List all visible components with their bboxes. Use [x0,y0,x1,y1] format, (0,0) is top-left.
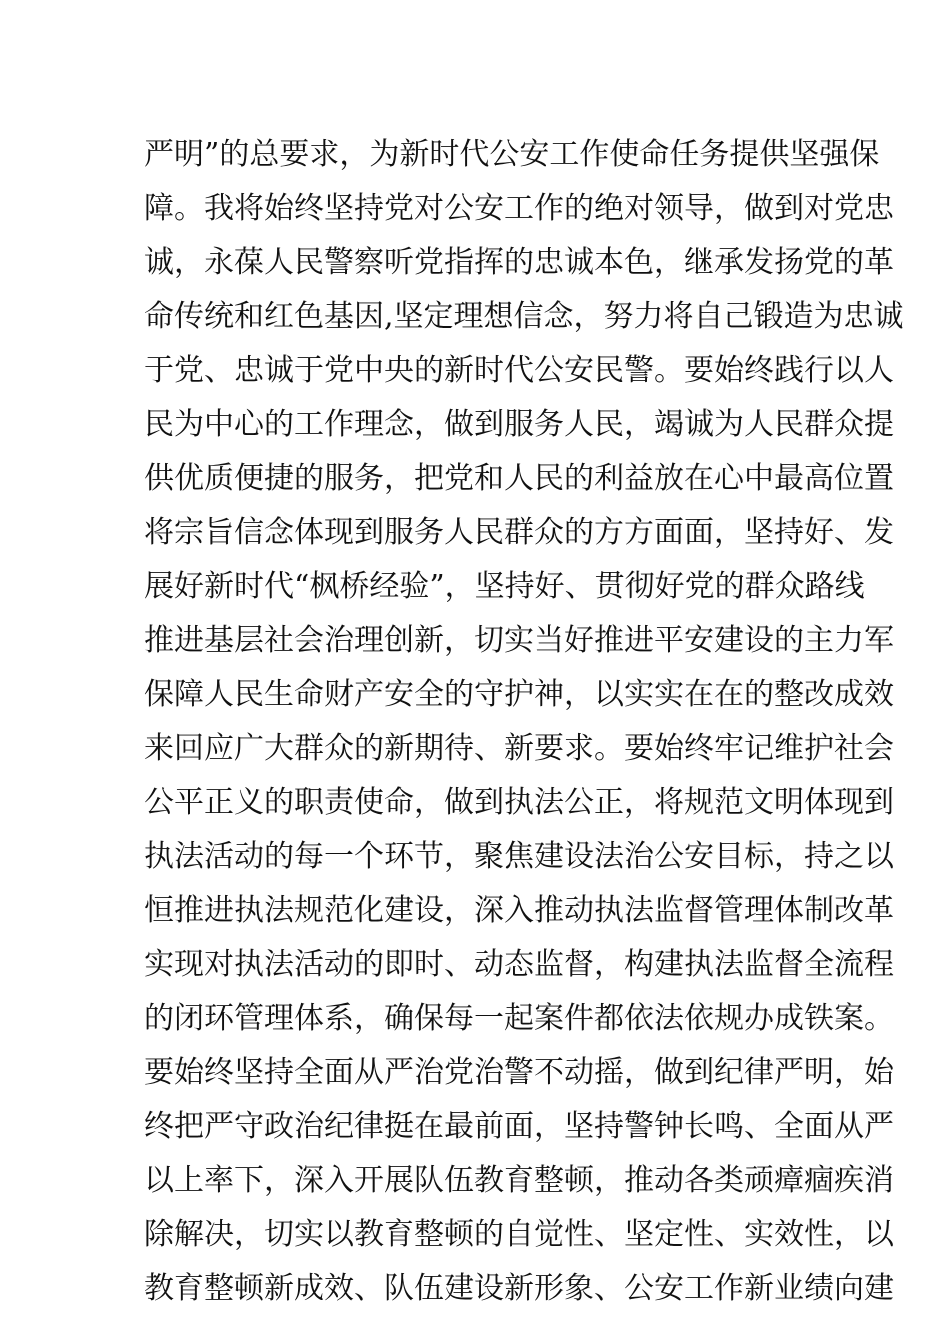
text-line: 实现对执法活动的即时、动态监督，构建执法监督全流程 [144,947,894,982]
text-line: 严明”的总要求，为新时代公安工作使命任务提供坚强保 [144,137,880,172]
body-paragraph [144,128,904,1316]
text-line: 的闭环管理体系，确保每一起案件都依法依规办成铁案。 [144,1001,894,1036]
text-line: 障。我将始终坚持党对公安工作的绝对领导，做到对党忠 [144,191,894,226]
text-line: 公平正义的职责使命，做到执法公正，将规范文明体现到 [144,785,894,820]
text-line: 要始终坚持全面从严治党治警不动摇，做到纪律严明，始 [144,1055,894,1090]
text-line: 命传统和红色基因,坚定理想信念，努力将自己锻造为忠诚 [144,299,904,334]
text-line: 来回应广大群众的新期待、新要求。要始终牢记维护社会 [144,731,894,766]
text-line: 于党、忠诚于党中央的新时代公安民警。要始终践行以人 [144,353,894,388]
text-line: 展好新时代“枫桥经验”，坚持好、贯彻好党的群众路线 [144,569,865,604]
text-line: 除解决，切实以教育整顿的自觉性、坚定性、实效性，以 [144,1217,894,1252]
text-line: 恒推进执法规范化建设，深入推动执法监督管理体制改革 [144,893,894,928]
text-line: 民为中心的工作理念，做到服务人民，竭诚为人民群众提 [144,407,894,442]
text-line: 保障人民生命财产安全的守护神，以实实在在的整改成效 [144,677,894,712]
text-line: 以上率下，深入开展队伍教育整顿，推动各类顽瘴痼疾消 [144,1163,894,1198]
text-line: 供优质便捷的服务，把党和人民的利益放在心中最高位置 [144,461,894,496]
text-line: 执法活动的每一个环节，聚焦建设法治公安目标，持之以 [144,839,894,874]
text-line: 终把严守政治纪律挺在最前面，坚持警钟长鸣、全面从严 [144,1109,894,1144]
text-line: 将宗旨信念体现到服务人民群众的方方面面，坚持好、发 [144,515,894,550]
text-line: 推进基层社会治理创新，切实当好推进平安建设的主力军 [144,623,894,658]
text-line: 教育整顿新成效、队伍建设新形象、公安工作新业绩向建 [144,1271,894,1306]
text-line: 诚，永葆人民警察听党指挥的忠诚本色，继承发扬党的革 [144,245,894,280]
